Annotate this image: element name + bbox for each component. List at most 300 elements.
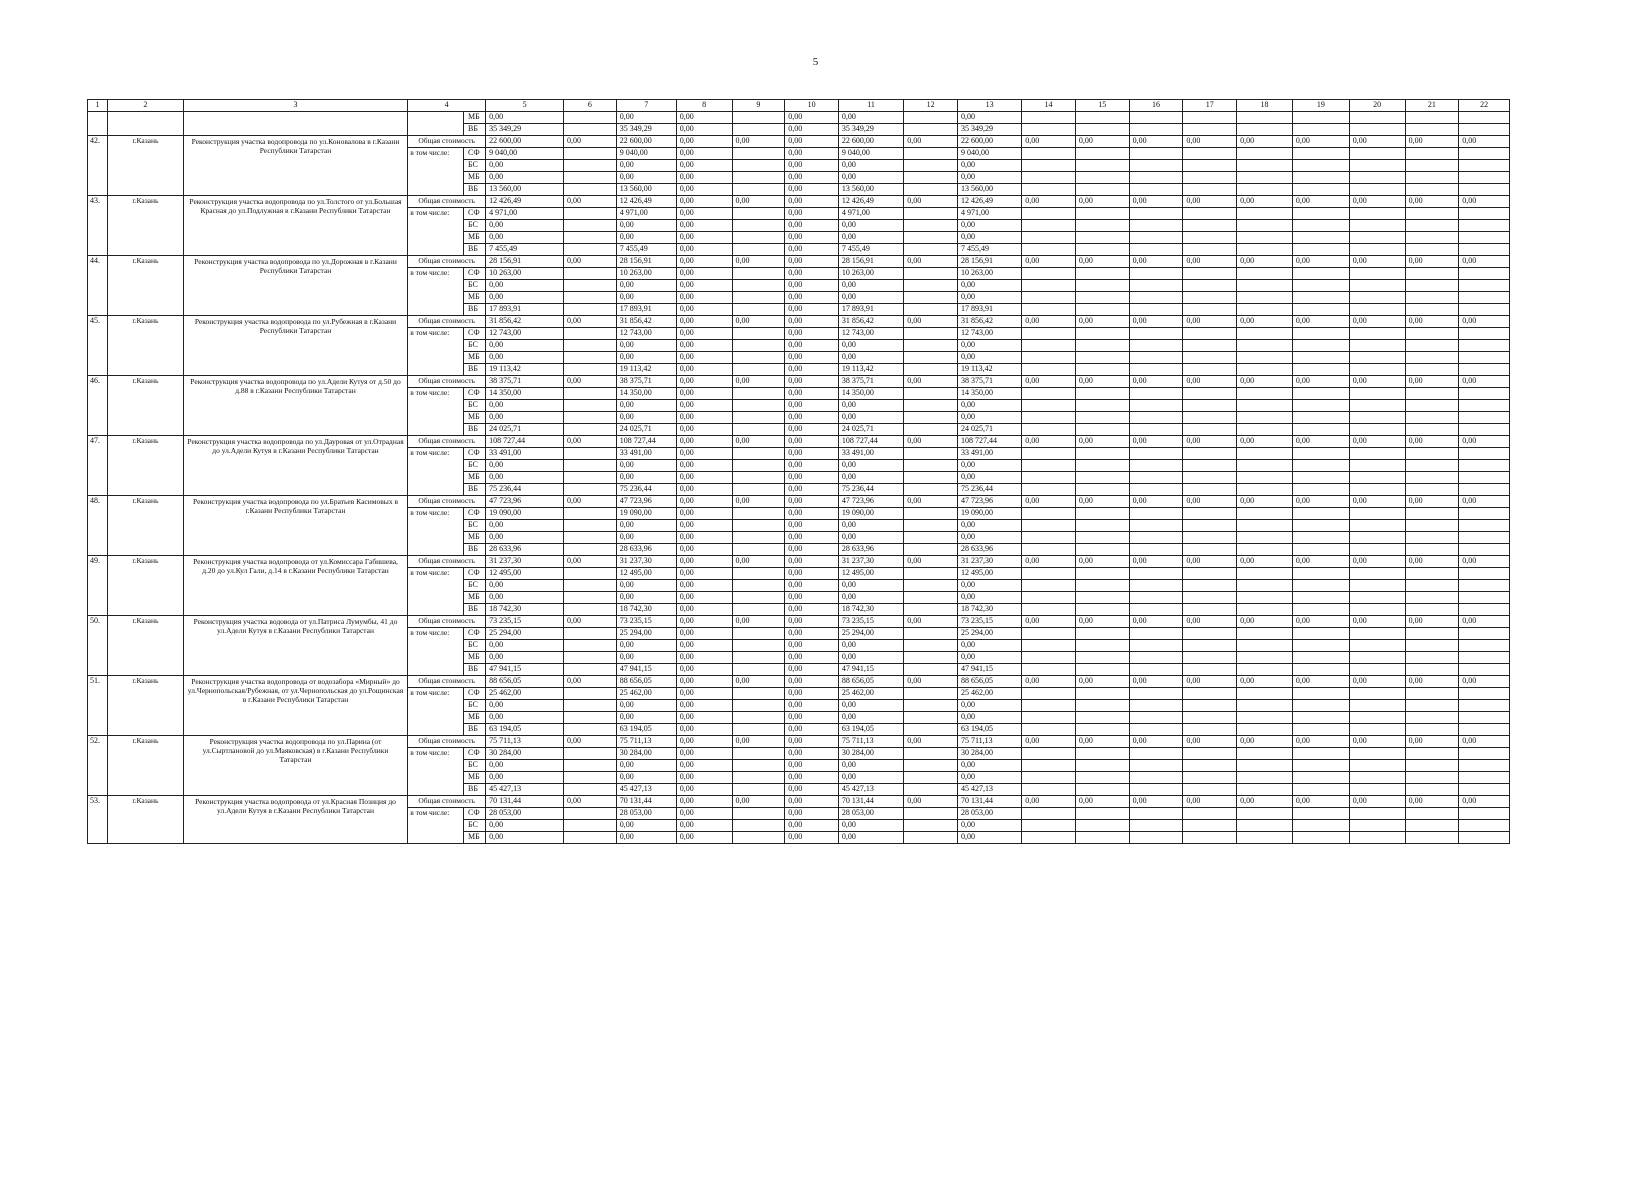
value-cell bbox=[1075, 364, 1129, 376]
value-cell: 25 462,00 bbox=[616, 688, 676, 700]
value-cell bbox=[1183, 808, 1237, 820]
value-cell: 0,00 bbox=[838, 160, 903, 172]
including-label: в том числе: bbox=[408, 448, 464, 496]
value-cell bbox=[1405, 760, 1459, 772]
value-cell bbox=[1183, 652, 1237, 664]
value-cell: 0,00 bbox=[785, 820, 839, 832]
value-cell bbox=[1237, 472, 1293, 484]
value-cell bbox=[1349, 112, 1405, 124]
value-cell: 25 462,00 bbox=[957, 688, 1021, 700]
value-cell: 0,00 bbox=[616, 532, 676, 544]
value-cell bbox=[904, 184, 958, 196]
value-cell bbox=[1183, 328, 1237, 340]
value-cell bbox=[1129, 808, 1183, 820]
value-cell bbox=[1237, 652, 1293, 664]
value-cell: 0,00 bbox=[676, 388, 732, 400]
value-cell: 47 941,15 bbox=[486, 664, 564, 676]
including-label: в том числе: bbox=[408, 208, 464, 256]
value-cell bbox=[732, 112, 785, 124]
value-cell bbox=[564, 148, 617, 160]
value-cell bbox=[1349, 484, 1405, 496]
value-cell: 75 236,44 bbox=[957, 484, 1021, 496]
project-name: Реконструкция участка водопровода от ул.Красная Позиция до ул.Адели Кутуя в г.Казани Республики Татарстан bbox=[183, 796, 407, 844]
value-cell bbox=[732, 412, 785, 424]
value-cell: 28 053,00 bbox=[616, 808, 676, 820]
value-cell bbox=[1075, 124, 1129, 136]
value-cell: 13 560,00 bbox=[486, 184, 564, 196]
value-cell: 24 025,71 bbox=[616, 424, 676, 436]
value-cell: 0,00 bbox=[564, 376, 617, 388]
value-cell: 0,00 bbox=[1022, 436, 1076, 448]
value-cell: 0,00 bbox=[1405, 316, 1459, 328]
value-cell: 0,00 bbox=[676, 652, 732, 664]
value-cell bbox=[1183, 820, 1237, 832]
value-cell: 17 893,91 bbox=[957, 304, 1021, 316]
value-cell: 0,00 bbox=[785, 532, 839, 544]
value-cell bbox=[904, 112, 958, 124]
value-cell: 0,00 bbox=[676, 736, 732, 748]
value-cell: 0,00 bbox=[1292, 136, 1349, 148]
value-cell: 25 294,00 bbox=[957, 628, 1021, 640]
value-cell bbox=[1075, 484, 1129, 496]
value-cell: 75 711,13 bbox=[616, 736, 676, 748]
column-header: 19 bbox=[1292, 100, 1349, 112]
value-cell bbox=[564, 424, 617, 436]
value-cell: 0,00 bbox=[676, 328, 732, 340]
value-cell bbox=[564, 280, 617, 292]
value-cell: 0,00 bbox=[1405, 616, 1459, 628]
value-cell: 63 194,05 bbox=[957, 724, 1021, 736]
value-cell bbox=[1459, 280, 1510, 292]
value-cell bbox=[1459, 244, 1510, 256]
value-cell: 0,00 bbox=[616, 160, 676, 172]
value-cell: 0,00 bbox=[1292, 736, 1349, 748]
value-cell bbox=[1405, 292, 1459, 304]
value-cell bbox=[1459, 568, 1510, 580]
value-cell bbox=[564, 508, 617, 520]
city: г.Казань bbox=[108, 196, 184, 256]
value-cell: 35 349,29 bbox=[616, 124, 676, 136]
value-cell bbox=[1349, 184, 1405, 196]
value-cell: 18 742,30 bbox=[486, 604, 564, 616]
funding-source: МБ bbox=[464, 412, 486, 424]
column-header: 9 bbox=[732, 100, 785, 112]
value-cell: 22 600,00 bbox=[616, 136, 676, 148]
value-cell bbox=[1292, 820, 1349, 832]
value-cell bbox=[1129, 400, 1183, 412]
value-cell: 0,00 bbox=[957, 832, 1021, 844]
value-cell bbox=[1022, 664, 1076, 676]
value-cell bbox=[1022, 472, 1076, 484]
value-cell bbox=[1349, 160, 1405, 172]
value-cell bbox=[904, 760, 958, 772]
value-cell bbox=[1292, 400, 1349, 412]
column-header: 15 bbox=[1075, 100, 1129, 112]
value-cell: 0,00 bbox=[1075, 796, 1129, 808]
value-cell: 0,00 bbox=[676, 232, 732, 244]
value-cell bbox=[1349, 280, 1405, 292]
value-cell: 0,00 bbox=[1022, 376, 1076, 388]
value-cell bbox=[1022, 700, 1076, 712]
value-cell bbox=[1405, 640, 1459, 652]
project-name: Реконструкция участка водопровода по ул.Дауровая от ул.Отрадная до ул.Адели Кутуя в г.Казани Республики Татарстан bbox=[183, 436, 407, 496]
value-cell: 0,00 bbox=[486, 292, 564, 304]
value-cell: 0,00 bbox=[1292, 436, 1349, 448]
value-cell bbox=[1237, 352, 1293, 364]
value-cell bbox=[732, 172, 785, 184]
column-header: 6 bbox=[564, 100, 617, 112]
value-cell bbox=[1459, 160, 1510, 172]
value-cell bbox=[1405, 808, 1459, 820]
value-cell: 88 656,05 bbox=[486, 676, 564, 688]
value-cell: 0,00 bbox=[1022, 496, 1076, 508]
including-label: в том числе: bbox=[408, 748, 464, 796]
value-cell: 0,00 bbox=[486, 652, 564, 664]
value-cell bbox=[564, 724, 617, 736]
value-cell: 0,00 bbox=[957, 460, 1021, 472]
value-cell: 0,00 bbox=[564, 796, 617, 808]
value-cell bbox=[1022, 148, 1076, 160]
value-cell bbox=[732, 592, 785, 604]
value-cell: 0,00 bbox=[838, 340, 903, 352]
value-cell bbox=[1237, 772, 1293, 784]
value-cell: 0,00 bbox=[838, 772, 903, 784]
value-cell bbox=[1459, 640, 1510, 652]
value-cell: 0,00 bbox=[1075, 616, 1129, 628]
value-cell bbox=[1349, 172, 1405, 184]
value-cell bbox=[732, 184, 785, 196]
value-cell bbox=[564, 652, 617, 664]
value-cell bbox=[1183, 508, 1237, 520]
value-cell bbox=[1349, 760, 1405, 772]
city: г.Казань bbox=[108, 436, 184, 496]
value-cell: 30 284,00 bbox=[616, 748, 676, 760]
value-cell bbox=[1292, 700, 1349, 712]
value-cell bbox=[1183, 760, 1237, 772]
funding-source: МБ bbox=[464, 592, 486, 604]
value-cell: 0,00 bbox=[1237, 616, 1293, 628]
value-cell: 0,00 bbox=[1349, 196, 1405, 208]
value-cell: 0,00 bbox=[676, 352, 732, 364]
value-cell bbox=[1129, 772, 1183, 784]
value-cell: 18 742,30 bbox=[838, 604, 903, 616]
value-cell: 0,00 bbox=[676, 520, 732, 532]
value-cell bbox=[1405, 424, 1459, 436]
value-cell bbox=[1237, 580, 1293, 592]
value-cell bbox=[1237, 724, 1293, 736]
value-cell bbox=[1349, 724, 1405, 736]
value-cell bbox=[1129, 748, 1183, 760]
value-cell: 28 633,96 bbox=[838, 544, 903, 556]
value-cell bbox=[1075, 280, 1129, 292]
column-header: 12 bbox=[904, 100, 958, 112]
value-cell bbox=[1405, 712, 1459, 724]
value-cell bbox=[1405, 340, 1459, 352]
value-cell bbox=[904, 160, 958, 172]
value-cell bbox=[1405, 124, 1459, 136]
value-cell bbox=[1075, 760, 1129, 772]
value-cell: 0,00 bbox=[676, 304, 732, 316]
value-cell: 0,00 bbox=[785, 244, 839, 256]
value-cell: 0,00 bbox=[676, 760, 732, 772]
value-cell bbox=[1405, 772, 1459, 784]
value-cell: 0,00 bbox=[1022, 676, 1076, 688]
value-cell bbox=[1459, 544, 1510, 556]
value-cell bbox=[1349, 340, 1405, 352]
value-cell bbox=[1022, 280, 1076, 292]
value-cell bbox=[1459, 652, 1510, 664]
value-cell: 108 727,44 bbox=[616, 436, 676, 448]
value-cell bbox=[1349, 808, 1405, 820]
value-cell bbox=[1022, 304, 1076, 316]
value-cell bbox=[1022, 592, 1076, 604]
value-cell bbox=[904, 664, 958, 676]
value-cell bbox=[1459, 664, 1510, 676]
value-cell: 75 711,13 bbox=[486, 736, 564, 748]
value-cell bbox=[1405, 328, 1459, 340]
value-cell bbox=[564, 532, 617, 544]
value-cell bbox=[1075, 748, 1129, 760]
value-cell bbox=[1075, 148, 1129, 160]
value-cell: 12 743,00 bbox=[486, 328, 564, 340]
value-cell bbox=[1129, 760, 1183, 772]
value-cell bbox=[1292, 172, 1349, 184]
value-cell bbox=[1022, 352, 1076, 364]
value-cell bbox=[1292, 412, 1349, 424]
value-cell bbox=[1022, 604, 1076, 616]
value-cell: 0,00 bbox=[676, 640, 732, 652]
value-cell: 10 263,00 bbox=[616, 268, 676, 280]
value-cell: 0,00 bbox=[838, 460, 903, 472]
value-cell bbox=[1405, 544, 1459, 556]
value-cell bbox=[1459, 604, 1510, 616]
value-cell bbox=[1075, 700, 1129, 712]
value-cell bbox=[1292, 580, 1349, 592]
project-name: Реконструкция участка водопровода по ул.Адели Кутуя от д.50 до д.88 в г.Казани Республики Татарстан bbox=[183, 376, 407, 436]
value-cell: 33 491,00 bbox=[486, 448, 564, 460]
value-cell bbox=[732, 532, 785, 544]
value-cell: 0,00 bbox=[616, 832, 676, 844]
value-cell: 0,00 bbox=[957, 160, 1021, 172]
value-cell bbox=[1459, 700, 1510, 712]
value-cell: 0,00 bbox=[1237, 376, 1293, 388]
value-cell bbox=[1237, 532, 1293, 544]
value-cell: 19 113,42 bbox=[957, 364, 1021, 376]
value-cell bbox=[1237, 760, 1293, 772]
value-cell bbox=[1022, 268, 1076, 280]
column-header: 10 bbox=[785, 100, 839, 112]
value-cell: 0,00 bbox=[616, 652, 676, 664]
value-cell bbox=[1075, 712, 1129, 724]
value-cell bbox=[1237, 784, 1293, 796]
value-cell: 75 711,13 bbox=[957, 736, 1021, 748]
value-cell bbox=[1349, 784, 1405, 796]
value-cell: 0,00 bbox=[1459, 676, 1510, 688]
value-cell: 0,00 bbox=[616, 292, 676, 304]
value-cell: 12 426,49 bbox=[838, 196, 903, 208]
value-cell: 0,00 bbox=[564, 436, 617, 448]
value-cell: 0,00 bbox=[1292, 376, 1349, 388]
value-cell bbox=[1405, 280, 1459, 292]
value-cell bbox=[1183, 628, 1237, 640]
row-number: 48. bbox=[88, 496, 108, 556]
value-cell: 0,00 bbox=[785, 604, 839, 616]
value-cell: 38 375,71 bbox=[838, 376, 903, 388]
value-cell bbox=[1075, 304, 1129, 316]
value-cell: 0,00 bbox=[957, 652, 1021, 664]
value-cell: 75 236,44 bbox=[838, 484, 903, 496]
value-cell bbox=[1129, 268, 1183, 280]
value-cell bbox=[1292, 664, 1349, 676]
value-cell: 12 495,00 bbox=[838, 568, 903, 580]
value-cell bbox=[1183, 148, 1237, 160]
value-cell: 0,00 bbox=[676, 580, 732, 592]
value-cell: 0,00 bbox=[785, 388, 839, 400]
value-cell bbox=[1292, 208, 1349, 220]
value-cell bbox=[1075, 220, 1129, 232]
value-cell bbox=[904, 328, 958, 340]
funding-source: МБ bbox=[464, 832, 486, 844]
value-cell bbox=[732, 568, 785, 580]
value-cell: 0,00 bbox=[957, 760, 1021, 772]
value-cell: 28 633,96 bbox=[957, 544, 1021, 556]
including-label: в том числе: bbox=[408, 508, 464, 556]
value-cell: 0,00 bbox=[838, 700, 903, 712]
value-cell bbox=[1237, 700, 1293, 712]
value-cell: 47 723,96 bbox=[838, 496, 903, 508]
value-cell: 0,00 bbox=[564, 316, 617, 328]
value-cell bbox=[1022, 520, 1076, 532]
value-cell: 0,00 bbox=[564, 556, 617, 568]
value-cell bbox=[1183, 124, 1237, 136]
value-cell bbox=[1405, 184, 1459, 196]
value-cell bbox=[904, 400, 958, 412]
value-cell: 0,00 bbox=[486, 232, 564, 244]
value-cell: 0,00 bbox=[785, 712, 839, 724]
value-cell: 0,00 bbox=[616, 412, 676, 424]
including-label: в том числе: bbox=[408, 568, 464, 616]
value-cell bbox=[1075, 544, 1129, 556]
value-cell bbox=[1459, 340, 1510, 352]
value-cell bbox=[1129, 208, 1183, 220]
value-cell bbox=[1075, 472, 1129, 484]
value-cell bbox=[1129, 820, 1183, 832]
value-cell bbox=[904, 340, 958, 352]
value-cell: 0,00 bbox=[785, 544, 839, 556]
value-cell: 14 350,00 bbox=[616, 388, 676, 400]
value-cell bbox=[1129, 280, 1183, 292]
total-cost-label: Общая стоимость bbox=[408, 796, 486, 808]
value-cell: 0,00 bbox=[616, 352, 676, 364]
value-cell bbox=[1129, 700, 1183, 712]
value-cell bbox=[904, 772, 958, 784]
value-cell: 0,00 bbox=[676, 196, 732, 208]
value-cell bbox=[564, 412, 617, 424]
value-cell: 0,00 bbox=[486, 592, 564, 604]
value-cell bbox=[904, 244, 958, 256]
value-cell bbox=[1349, 640, 1405, 652]
value-cell: 0,00 bbox=[486, 640, 564, 652]
value-cell bbox=[1292, 472, 1349, 484]
value-cell bbox=[732, 820, 785, 832]
value-cell: 0,00 bbox=[676, 700, 732, 712]
value-cell: 0,00 bbox=[785, 412, 839, 424]
value-cell: 45 427,13 bbox=[616, 784, 676, 796]
row-number: 53. bbox=[88, 796, 108, 844]
value-cell bbox=[904, 148, 958, 160]
value-cell bbox=[1022, 328, 1076, 340]
row-number: 43. bbox=[88, 196, 108, 256]
value-cell: 0,00 bbox=[1349, 796, 1405, 808]
funding-source: ВБ bbox=[464, 364, 486, 376]
value-cell bbox=[904, 232, 958, 244]
value-cell: 0,00 bbox=[676, 796, 732, 808]
value-cell bbox=[1459, 724, 1510, 736]
value-cell bbox=[1292, 748, 1349, 760]
value-cell bbox=[1237, 808, 1293, 820]
value-cell: 0,00 bbox=[732, 196, 785, 208]
value-cell: 0,00 bbox=[1237, 136, 1293, 148]
value-cell bbox=[1349, 772, 1405, 784]
value-cell bbox=[564, 328, 617, 340]
value-cell bbox=[1292, 448, 1349, 460]
value-cell: 0,00 bbox=[904, 376, 958, 388]
value-cell: 70 131,44 bbox=[486, 796, 564, 808]
value-cell: 0,00 bbox=[486, 112, 564, 124]
value-cell: 0,00 bbox=[616, 700, 676, 712]
value-cell: 0,00 bbox=[1183, 436, 1237, 448]
value-cell bbox=[1237, 448, 1293, 460]
value-cell bbox=[1349, 508, 1405, 520]
project-name: Реконструкция участка водовода от ул.Патриса Лумумбы, 41 до ул.Адели Кутуя в г.Казани Республики Татарстан bbox=[183, 616, 407, 676]
value-cell: 0,00 bbox=[676, 292, 732, 304]
value-cell bbox=[1405, 112, 1459, 124]
value-cell: 0,00 bbox=[785, 436, 839, 448]
value-cell: 12 495,00 bbox=[616, 568, 676, 580]
value-cell bbox=[1129, 328, 1183, 340]
value-cell bbox=[1183, 772, 1237, 784]
value-cell: 31 237,30 bbox=[838, 556, 903, 568]
value-cell bbox=[1405, 160, 1459, 172]
value-cell bbox=[1183, 304, 1237, 316]
value-cell: 0,00 bbox=[957, 352, 1021, 364]
value-cell: 47 723,96 bbox=[957, 496, 1021, 508]
value-cell: 0,00 bbox=[1022, 256, 1076, 268]
value-cell: 0,00 bbox=[1292, 496, 1349, 508]
value-cell bbox=[1129, 664, 1183, 676]
value-cell bbox=[1183, 352, 1237, 364]
value-cell bbox=[1292, 772, 1349, 784]
value-cell bbox=[1129, 640, 1183, 652]
value-cell: 4 971,00 bbox=[616, 208, 676, 220]
value-cell: 0,00 bbox=[676, 748, 732, 760]
value-cell bbox=[1075, 328, 1129, 340]
value-cell bbox=[904, 568, 958, 580]
value-cell: 0,00 bbox=[676, 544, 732, 556]
value-cell bbox=[904, 544, 958, 556]
funding-source: ВБ bbox=[464, 664, 486, 676]
value-cell bbox=[904, 748, 958, 760]
row-number: 51. bbox=[88, 676, 108, 736]
value-cell bbox=[1459, 304, 1510, 316]
value-cell bbox=[1022, 340, 1076, 352]
value-cell bbox=[1349, 664, 1405, 676]
value-cell bbox=[904, 784, 958, 796]
value-cell: 0,00 bbox=[676, 592, 732, 604]
value-cell bbox=[1292, 388, 1349, 400]
value-cell: 0,00 bbox=[676, 784, 732, 796]
value-cell: 25 462,00 bbox=[486, 688, 564, 700]
